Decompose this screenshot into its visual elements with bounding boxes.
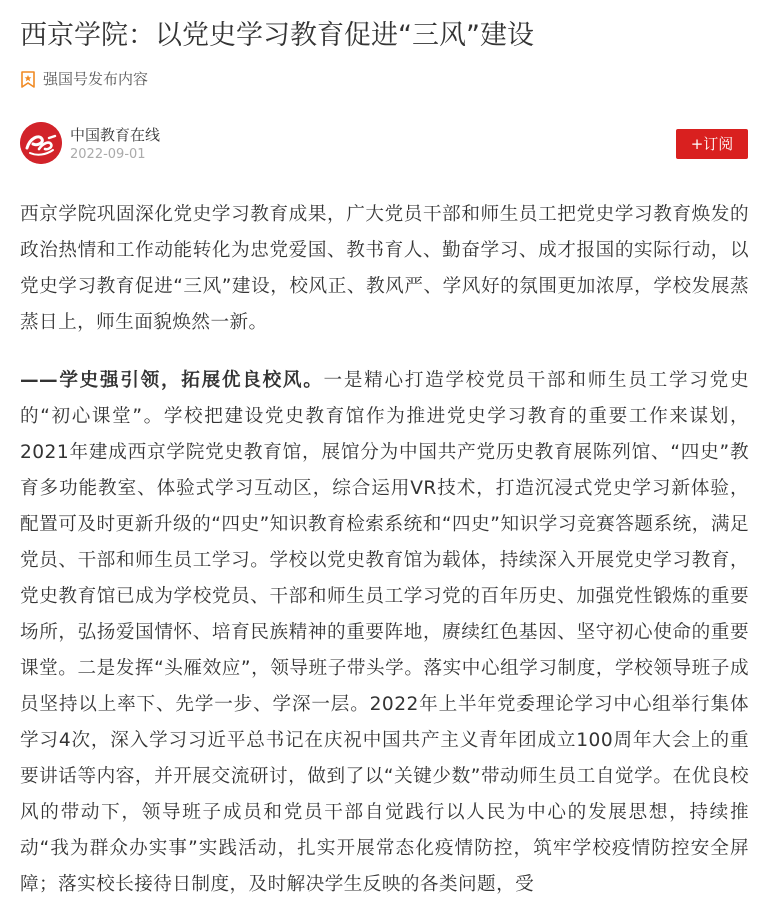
author-name[interactable]: 中国教育在线 [70,126,161,144]
article-paragraph [20,363,749,901]
china-education-online-logo [20,122,62,164]
avatar[interactable] [20,122,62,164]
subscribe-button[interactable]: +订阅 [676,129,748,159]
article-title: 西京学院：以党史学习教育促进“三风”建设 [20,20,534,51]
paragraph-lead: ——学史强引领，拓展优良校风。 [20,370,324,391]
paragraph-text: 一是精心打造学校党员干部和师生员工学习党史的“初心课堂”。学校把建设党史教育馆作为推进党史学习教育的重要工作来谋划，2021年建成西京学院党史教育馆，展馆分为中国共产党历史教育展陈列馆、“四史”教育多功能教室、体验式学习互动区，综合运用VR技术，打造沉浸式党史学习新体验，配置可及时更新升级的“四史”知识教育检索系统和“四史”知识学习竞赛答题系统，满足党员、干部和师生员工学习。学校以党史教育馆为载体，持续深入开展党史学习教育，党史教育馆已成为学校党员、干部和师生员工学习党的百年历史、加强党性锻炼的重要场所，弘扬爱国情怀、培育民族精神的重要阵地，赓续红色基因、坚守初心使命的重要课堂。二是发挥“头雁效应”，领导班子带头学。落实中心组学习制度，学校领导班子成员坚持以上率下、先学一步、学深一层。2022年上半年党委理论学习中心组举行集体学习4次，深入学习习近平总书记在庆祝中国共产主义青年团成立100周年大会上的重要讲话等内容，并开展交流研讨，做到了以“关键少数”带动师生员工自觉学。在优良校风的带动下，领导班子成员和党员干部自觉践行以人民为中心的发展思想，持续推动“我为群众办实事”实践活动，扎实开展常态化疫情防控，筑牢学校疫情防控安全屏障；落实校长接待日制度，及时解决学生反映的各类问题，受 [20,370,749,895]
source-row [20,68,148,90]
bookmark-badge-icon [20,71,36,88]
paragraph-text: 西京学院巩固深化党史学习教育成果，广大党员干部和师生员工把党史学习教育焕发的政治热情和工作动能转化为忠党爱国、教书育人、勤奋学习、成才报国的实际行动，以党史学习教育促进“三风”建设，校风正、教风严、学风好的氛围更加浓厚，学校发展蒸蒸日上，师生面貌焕然一新。 [20,204,749,333]
article-body [20,197,749,901]
author-row [20,122,748,166]
publish-date: 2022-09-01 [70,147,146,162]
article-paragraph [20,197,749,341]
source-label: 强国号发布内容 [43,70,149,88]
